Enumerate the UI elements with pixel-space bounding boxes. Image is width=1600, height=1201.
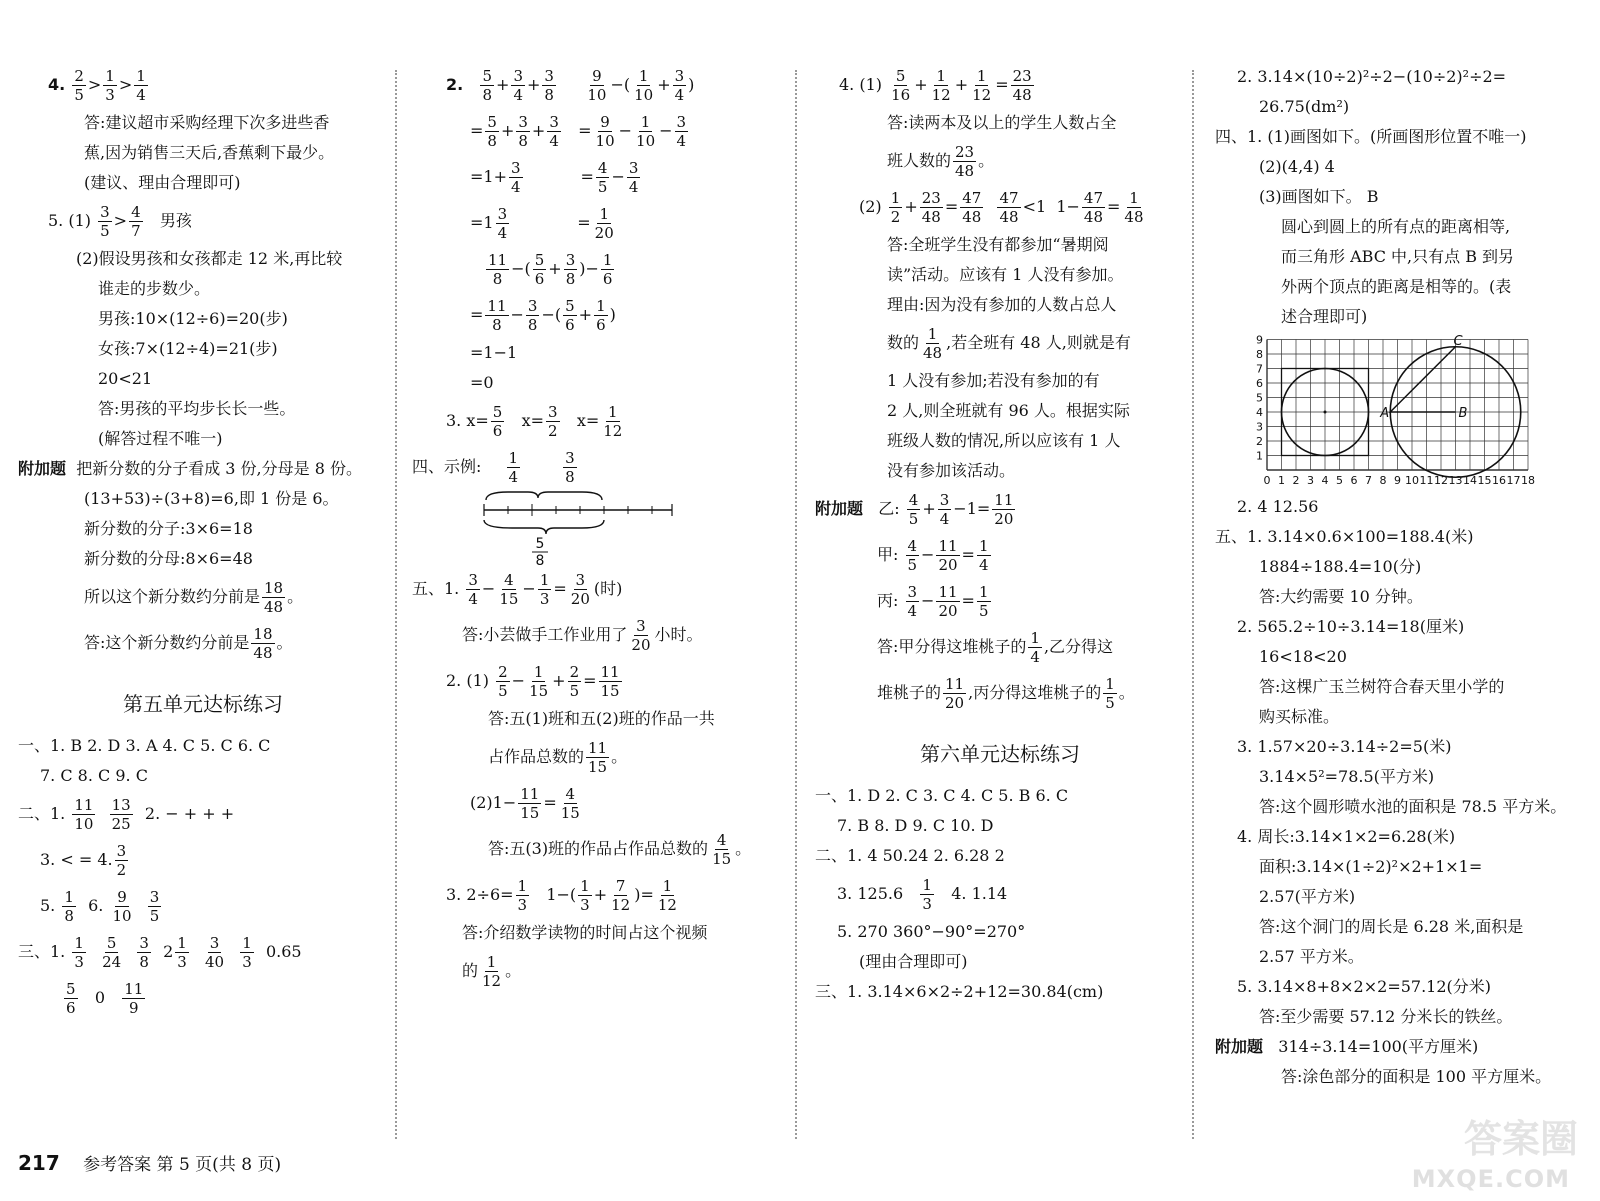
answer-line: 新分数的分子:3×6=18	[84, 519, 253, 538]
answer-line: 数的 $\frac{1}{48}$ ,若全班有 48 人,则就是有	[887, 325, 1131, 362]
x-tick-label: 9	[1394, 474, 1401, 487]
answer-line: 2. $\frac{5}{8}$ + $\frac{3}{4}$ + $\frac{3}{8}$ $\frac{9}{10}$ −( $\frac{1}{10}$ + $\frac{3}{4}$ )	[446, 67, 695, 104]
answer-line: 2.57 平方米。	[1259, 947, 1364, 966]
answer-line: 4. 周长:3.14×1×2=6.28(米)	[1237, 827, 1456, 846]
answer-line: 四、示例: $\frac{1}{4}$ $\frac{3}{8}$	[412, 449, 575, 486]
answer-line: 二、1. $\frac{11}{10}$ $\frac{13}{25}$ 2. − + + +	[18, 796, 235, 833]
answer-line: 答:大约需要 10 分钟。	[1259, 587, 1423, 606]
answer-line: 答:全班学生没有都参加“暑期阅	[887, 235, 1109, 254]
answer-line: 二、1. 4 50.24 2. 6.28 2	[815, 846, 1005, 865]
answer-line: =1−1	[470, 343, 518, 362]
x-tick-label: 10	[1405, 474, 1419, 487]
center-dot	[1324, 411, 1327, 414]
column-3	[815, 62, 1185, 1007]
answer-line: 答:这棵广玉兰树符合春天里小学的	[1259, 677, 1505, 696]
svg-text:8: 8	[535, 553, 545, 566]
watermark-url: MXQE.COM	[1411, 1165, 1570, 1193]
column-divider	[795, 70, 797, 1139]
svg-text:5: 5	[535, 536, 545, 552]
answer-line: 答:这个圆形喷水池的面积是 78.5 平方米。	[1259, 797, 1567, 816]
answer-line: 5. 270 360°−90°=270°	[837, 922, 1026, 941]
answer-line: =0	[470, 373, 494, 392]
bonus-tag: 附加题	[18, 459, 67, 478]
answer-line: 答:甲分得这堆桃子的 $\frac{1}{4}$ ,乙分得这	[877, 629, 1114, 666]
answer-line: 1884÷188.4=10(分)	[1259, 557, 1422, 576]
point-c-label: C	[1453, 333, 1463, 349]
page-number: 217	[18, 1151, 60, 1175]
answer-line: 读”活动。应该有 1 人没有参加。	[887, 265, 1124, 284]
answer-line: (解答过程不唯一)	[98, 429, 223, 448]
answer-line: = $\frac{11}{8}$ − $\frac{3}{8}$ −( $\frac{5}{6}$ + $\frac{1}{6}$ )	[470, 297, 616, 334]
answer-line: 理由:因为没有参加的人数占总人	[887, 295, 1117, 314]
x-tick-label: 8	[1379, 474, 1387, 487]
answer-line: 7. C 8. C 9. C	[40, 766, 148, 785]
answer-line: 新分数的分母:8×6=48	[84, 549, 253, 568]
answer-line: 面积:3.14×(1÷2)²×2+1×1=	[1259, 857, 1483, 876]
answer-line: 答:介绍数学读物的时间占这个视频	[462, 923, 708, 942]
answer-line: 购买标准。	[1259, 707, 1340, 726]
answer-line: 2.57(平方米)	[1259, 887, 1356, 906]
answer-line: 16<18<20	[1259, 647, 1347, 666]
answer-line: 三、1. 3.14×6×2÷2+12=30.84(cm)	[815, 982, 1104, 1001]
point-a-label: A	[1380, 406, 1390, 421]
answer-line: 2 人,则全班就有 96 人。根据实际	[887, 401, 1130, 420]
bonus-tag: 附加题	[815, 499, 864, 518]
y-tick-label: 8	[1256, 348, 1263, 361]
column-divider	[1192, 70, 1194, 1139]
answer-line: 男孩:10×(12÷6)=20(步)	[98, 309, 288, 328]
column-4	[1215, 62, 1590, 1092]
y-tick-label: 9	[1256, 333, 1263, 347]
x-tick-label: 13	[1448, 474, 1463, 487]
answer-line: 外两个顶点的距离是相等的。(表	[1281, 277, 1512, 296]
answer-line: 2. 3.14×(10÷2)²÷2−(10÷2)²÷2=	[1237, 67, 1507, 86]
answer-line: 附加题 314÷3.14=100(平方厘米)	[1215, 1037, 1479, 1056]
x-tick-label: 5	[1336, 474, 1343, 487]
x-tick-label: 4	[1321, 474, 1329, 487]
answer-line: 五、1. 3.14×0.6×100=188.4(米)	[1215, 527, 1474, 546]
answer-line: =1+ $\frac{3}{4}$ = $\frac{4}{5}$ − $\frac{3}{4}$	[470, 159, 639, 196]
answer-line: 5. 3.14×8+8×2×2=57.12(分米)	[1237, 977, 1492, 996]
page-footer	[18, 1150, 281, 1175]
answer-line: (2)假设男孩和女孩都走 12 米,再比较	[76, 249, 343, 268]
answer-line: 占作品总数的 $\frac{11}{15}$ 。	[488, 739, 628, 776]
x-tick-label: 1	[1278, 474, 1285, 487]
x-tick-label: 11	[1419, 474, 1434, 487]
answer-line: 的 $\frac{1}{12}$ 。	[462, 953, 522, 990]
answer-line: 谁走的步数少。	[98, 279, 211, 298]
answer-line: 答:至少需要 57.12 分米长的铁丝。	[1259, 1007, 1513, 1026]
answer-line: 四、1. (1)画图如下。(所画图形位置不唯一)	[1215, 127, 1527, 146]
answer-line: 答:五(3)班的作品占作品总数的 $\frac{4}{15}$ 。	[488, 831, 752, 868]
answer-line: 7. B 8. D 9. C 10. D	[837, 816, 994, 835]
answer-line: 2. 565.2÷10÷3.14=18(厘米)	[1237, 617, 1465, 636]
x-tick-label: 17	[1506, 474, 1521, 487]
x-tick-label: 7	[1365, 474, 1372, 487]
y-tick-label: 6	[1256, 377, 1263, 390]
y-tick-label: 7	[1256, 362, 1263, 376]
y-tick-label: 5	[1256, 391, 1263, 405]
x-tick-label: 18	[1521, 474, 1535, 487]
answer-line: 附加题 把新分数的分子看成 3 份,分母是 8 份。	[18, 459, 362, 478]
column-divider	[395, 70, 397, 1139]
answer-line: 堆桃子的 $\frac{11}{20}$ ,丙分得这堆桃子的 $\frac{1}{5}$ 。	[877, 675, 1135, 712]
answer-line: 一、1. D 2. C 3. C 4. C 5. B 6. C	[815, 786, 1069, 805]
answer-line: 答:涂色部分的面积是 100 平方厘米。	[1281, 1067, 1552, 1086]
y-tick-label: 4	[1256, 406, 1263, 419]
unit-5-title: 第五单元达标练习	[123, 692, 283, 716]
answer-line: 3. 2÷6= $\frac{1}{3}$ 1−( $\frac{1}{3}$ + $\frac{7}{12}$ )= $\frac{1}{12}$	[446, 877, 677, 914]
answer-line: 答:建议超市采购经理下次多进些香	[84, 113, 330, 132]
answer-line: 26.75(dm²)	[1259, 97, 1350, 116]
answer-line: 3. x= $\frac{5}{6}$ x= $\frac{3}{2}$ x= $\frac{1}{12}$	[446, 403, 623, 440]
x-tick-label: 12	[1434, 474, 1448, 487]
x-tick-label: 6	[1350, 474, 1358, 487]
answer-line: 答:小芸做手工作业用了 $\frac{3}{20}$ 小时。	[462, 617, 703, 654]
y-tick-label: 3	[1256, 420, 1263, 434]
answer-line: 蕉,因为销售三天后,香蕉剩下最少。	[84, 143, 335, 162]
answer-line: (建议、理由合理即可)	[84, 173, 241, 192]
answer-line: (2)1− $\frac{11}{15}$ = $\frac{4}{15}$	[470, 785, 580, 822]
answer-line: 三、1. $\frac{1}{3}$ $\frac{5}{24}$ $\frac{3}{8}$ 2 $\frac{1}{3}$ $\frac{3}{40}$ $\frac{1}{3}$ 0.65	[18, 934, 302, 971]
x-tick-label: 16	[1492, 474, 1506, 487]
column-1	[18, 62, 388, 1021]
answer-line: (13+53)÷(3+8)=6,即 1 份是 6。	[84, 489, 339, 508]
answer-line: 一、1. B 2. D 3. A 4. C 5. C 6. C	[18, 736, 271, 755]
answer-line: 3.14×5²=78.5(平方米)	[1259, 767, 1435, 786]
answer-line: $\frac{5}{6}$ 0 $\frac{11}{9}$	[66, 980, 144, 1017]
answer-line: 4. $\frac{2}{5}$ > $\frac{1}{3}$ > $\frac{1}{4}$	[48, 67, 146, 104]
answer-line: 五、1. $\frac{3}{4}$ − $\frac{4}{15}$ − $\frac{1}{3}$ = $\frac{3}{20}$ (时)	[412, 571, 623, 608]
column-2	[412, 62, 782, 994]
answer-line: $\frac{11}{8}$ −( $\frac{5}{6}$ + $\frac{3}{8}$ )− $\frac{1}{6}$	[488, 251, 613, 288]
answer-line: (3)画图如下。 B	[1259, 187, 1379, 206]
point-b-label: B	[1458, 406, 1468, 421]
answer-line: = $\frac{5}{8}$ + $\frac{3}{8}$ + $\frac{3}{4}$ = $\frac{9}{10}$ − $\frac{1}{10}$ − $\frac{3}{4}$	[470, 113, 687, 150]
coordinate-grid	[1247, 332, 1547, 492]
watermark-logo: 答案圈	[1463, 1117, 1578, 1161]
answer-line: (2)(4,4) 4	[1259, 157, 1335, 176]
answer-line: 答:这个洞门的周长是 6.28 米,面积是	[1259, 917, 1524, 936]
answer-line: 答:男孩的平均步长长一些。	[98, 399, 296, 418]
answer-line: 答:五(1)班和五(2)班的作品一共	[488, 709, 715, 728]
y-tick-label: 1	[1256, 449, 1263, 463]
answer-line: 甲: $\frac{4}{5}$ − $\frac{11}{20}$ = $\frac{1}{4}$	[877, 537, 989, 574]
x-tick-label: 2	[1292, 474, 1300, 487]
answer-line: 所以这个新分数约分前是 $\frac{18}{48}$ 。	[84, 579, 304, 616]
answer-line: 女孩:7×(12÷4)=21(步)	[98, 339, 278, 358]
footer-text: 参考答案 第 5 页(共 8 页)	[83, 1155, 282, 1175]
answer-line: 而三角形 ABC 中,只有点 B 到另	[1281, 247, 1515, 266]
fraction-bar-diagram	[482, 490, 722, 566]
x-tick-label: 3	[1307, 474, 1314, 487]
answer-line: 丙: $\frac{3}{4}$ − $\frac{11}{20}$ = $\frac{1}{5}$	[877, 583, 989, 620]
answer-line: 述合理即可)	[1281, 307, 1368, 326]
answer-line: 圆心到圆上的所有点的距离相等,	[1281, 217, 1511, 236]
answer-line: 4. (1) $\frac{5}{16}$ + $\frac{1}{12}$ + $\frac{1}{12}$ = $\frac{23}{48}$	[839, 67, 1032, 104]
x-tick-label: 14	[1463, 474, 1477, 487]
answer-line: (2) $\frac{1}{2}$ + $\frac{23}{48}$ = $\frac{47}{48}$ $\frac{47}{48}$ <1 1− $\frac{47}{48}$ = $\frac{1}{48}$	[859, 189, 1144, 226]
answer-line: 班级人数的情况,所以应该有 1 人	[887, 431, 1121, 450]
answer-line: 20<21	[98, 369, 153, 388]
y-tick-label: 2	[1256, 435, 1263, 448]
triangle-shape	[1390, 347, 1455, 412]
answer-line: 5. $\frac{1}{8}$ 6. $\frac{9}{10}$ $\frac{3}{5}$	[40, 888, 160, 925]
answer-line: 没有参加该活动。	[887, 461, 1016, 480]
answer-line: 答:读两本及以上的学生人数占全	[887, 113, 1117, 132]
answer-line: 答:这个新分数约分前是 $\frac{18}{48}$ 。	[84, 625, 293, 662]
unit-6-title: 第六单元达标练习	[920, 742, 1080, 766]
x-tick-label: 0	[1263, 474, 1271, 487]
answer-line: 3. 1.57×20÷3.14÷2=5(米)	[1237, 737, 1452, 756]
answer-line: 1 人没有参加;若没有参加的有	[887, 371, 1100, 390]
answer-line: 班人数的 $\frac{23}{48}$ 。	[887, 143, 995, 180]
x-tick-label: 15	[1477, 474, 1492, 487]
answer-line: 3. < = 4. $\frac{3}{2}$	[40, 842, 127, 879]
bonus-tag: 附加题	[1215, 1037, 1264, 1056]
answer-line: 3. 125.6 $\frac{1}{3}$ 4. 1.14	[837, 876, 1008, 913]
answer-line: 附加题 乙: $\frac{4}{5}$ + $\frac{3}{4}$ −1= $\frac{11}{20}$	[815, 491, 1014, 528]
answer-line: =1 $\frac{3}{4}$ = $\frac{1}{20}$	[470, 205, 614, 242]
answer-line: 5. (1) $\frac{3}{5}$ > $\frac{4}{7}$ 男孩	[48, 203, 192, 240]
answer-line: 2. 4 12.56	[1237, 497, 1319, 516]
answer-line: (理由合理即可)	[859, 952, 968, 971]
answer-line: 2. (1) $\frac{2}{5}$ − $\frac{1}{15}$ + $\frac{2}{5}$ = $\frac{11}{15}$	[446, 663, 620, 700]
